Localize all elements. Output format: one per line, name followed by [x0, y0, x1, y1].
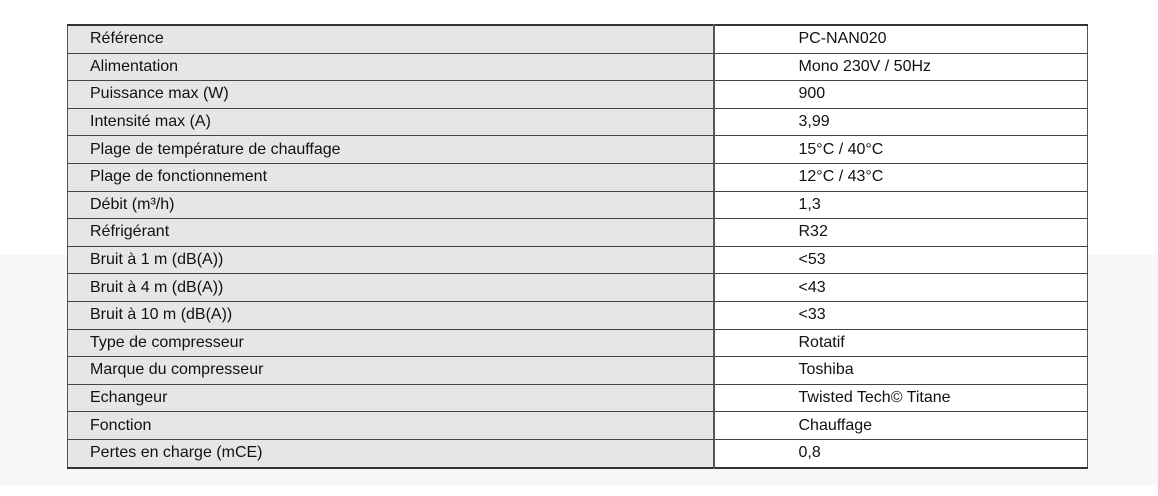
spec-value: Mono 230V / 50Hz — [714, 53, 1088, 81]
table-row — [68, 25, 1088, 53]
table-row — [68, 246, 1088, 274]
spec-label: Bruit à 10 m (dB(A)) — [68, 301, 714, 329]
spec-label: Type de compresseur — [68, 329, 714, 357]
spec-label: Pertes en charge (mCE) — [68, 439, 714, 467]
spec-value: <53 — [714, 246, 1088, 274]
spec-label: Intensité max (A) — [68, 108, 714, 136]
spec-label: Alimentation — [68, 53, 714, 81]
spec-label: Plage de température de chauffage — [68, 136, 714, 164]
table-row — [68, 439, 1088, 467]
table-row — [68, 81, 1088, 109]
spec-label: Fonction — [68, 412, 714, 440]
spec-table — [67, 24, 1088, 469]
spec-label: Echangeur — [68, 384, 714, 412]
spec-label: Réfrigérant — [68, 219, 714, 247]
spec-label: Bruit à 1 m (dB(A)) — [68, 246, 714, 274]
table-row — [68, 163, 1088, 191]
spec-label: Bruit à 4 m (dB(A)) — [68, 274, 714, 302]
spec-label: Marque du compresseur — [68, 357, 714, 385]
spec-value: 900 — [714, 81, 1088, 109]
table-row — [68, 219, 1088, 247]
table-row — [68, 412, 1088, 440]
spec-value: 12°C / 43°C — [714, 163, 1088, 191]
spec-value: R32 — [714, 219, 1088, 247]
spec-value: <43 — [714, 274, 1088, 302]
spec-label: Débit (m³/h) — [68, 191, 714, 219]
spec-value: PC-NAN020 — [714, 25, 1088, 53]
spec-value: 1,3 — [714, 191, 1088, 219]
spec-label: Référence — [68, 25, 714, 53]
table-row — [68, 191, 1088, 219]
table-row — [68, 329, 1088, 357]
spec-label: Plage de fonctionnement — [68, 163, 714, 191]
spec-value: <33 — [714, 301, 1088, 329]
table-row — [68, 136, 1088, 164]
spec-value: 0,8 — [714, 439, 1088, 467]
spec-value: Chauffage — [714, 412, 1088, 440]
table-row — [68, 357, 1088, 385]
table-row — [68, 274, 1088, 302]
spec-value: 15°C / 40°C — [714, 136, 1088, 164]
spec-label: Puissance max (W) — [68, 81, 714, 109]
spec-value: Toshiba — [714, 357, 1088, 385]
table-row — [68, 384, 1088, 412]
spec-value: Rotatif — [714, 329, 1088, 357]
table-row — [68, 53, 1088, 81]
spec-value: Twisted Tech© Titane — [714, 384, 1088, 412]
table-row — [68, 108, 1088, 136]
spec-value: 3,99 — [714, 108, 1088, 136]
table-row — [68, 301, 1088, 329]
